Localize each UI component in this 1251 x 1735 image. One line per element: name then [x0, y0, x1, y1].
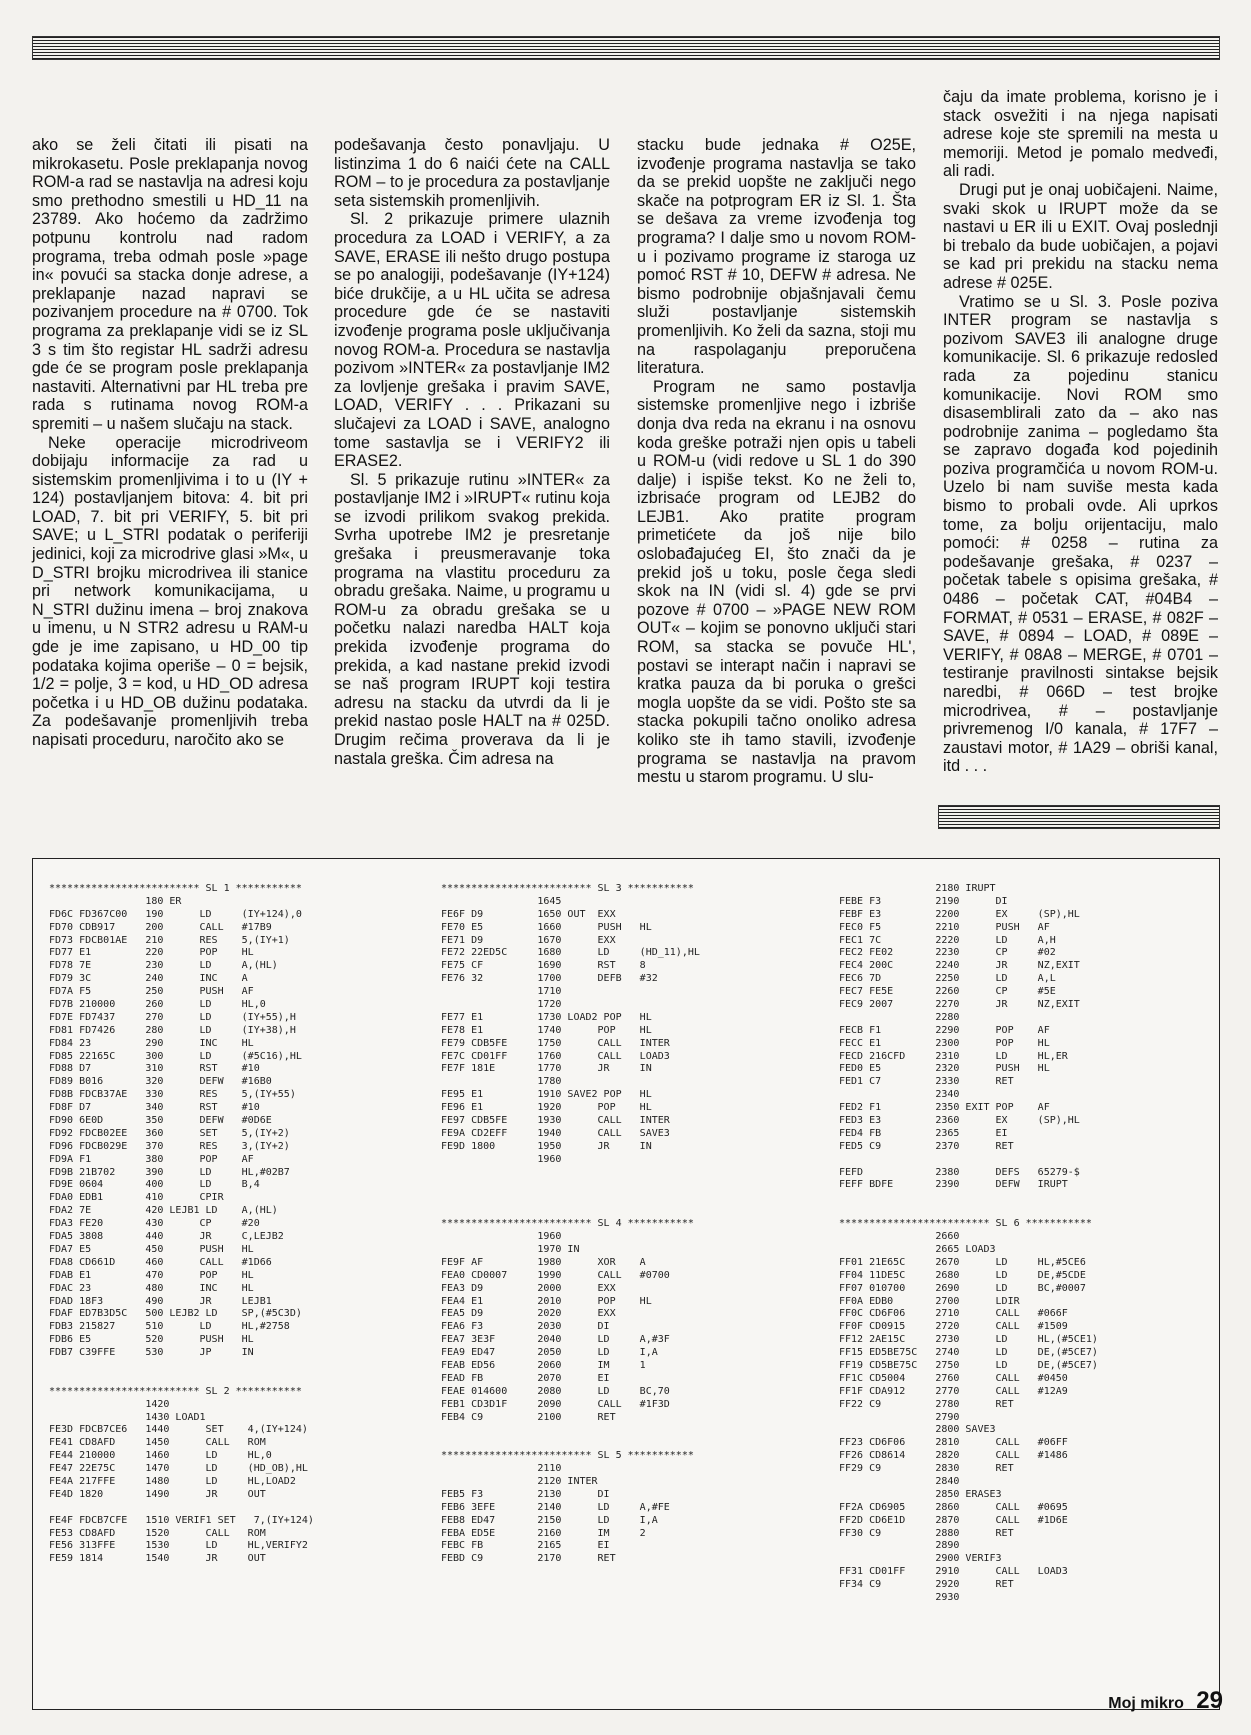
listing-line: FED2 F1 2350 EXIT POP AF	[839, 1102, 1050, 1114]
listing-line: FE7F 181E 1770 JR IN	[441, 1063, 652, 1075]
listing-line: FF15 ED5BE75C 2740 LD DE,(#5CE7)	[839, 1347, 1098, 1359]
listing-line: ************************* SL 5 ***********	[441, 1450, 694, 1462]
listing-line: FF22 C9 2780 RET	[839, 1398, 1014, 1410]
listing-line: FE9A CD2EFF 1940 CALL SAVE3	[441, 1127, 670, 1139]
listing-line: FEBF E3 2200 EX (SP),HL	[839, 908, 1080, 920]
column-end-decorative-band	[938, 805, 1220, 829]
listing-column-3	[839, 883, 1098, 1605]
listing-line: FD8F D7 340 RST #10	[49, 1102, 260, 1114]
listing-line	[839, 1154, 1098, 1167]
listing-line: 1960	[441, 1153, 562, 1165]
listing-line: FE9F AF 1980 XOR A	[441, 1256, 646, 1268]
listing-line: 2280	[839, 1011, 960, 1023]
listing-line: FE9D 1800 1950 JR IN	[441, 1140, 652, 1152]
listing-line: FEFD 2380 DEFS 65279-$	[839, 1166, 1080, 1178]
paragraph: Program ne samo postavlja sistemske promenljive nego i izbriše donja dva reda na ekranu i na osnovu koda greške potraži njen opis u tabeli u ROM-u (vidi redove u SL 1 do 390 dalje) i ispiše tekst. Ko ne želi to, izbrisaće program od LEJB2 do LEJB1. Ako pratite program primetićete da još nije bilo oslobađajućeg EI, što znači da je prekid još u toku, posle čega sledi skok na IN (vidi sl. 4) gde se prvi pozove # 0700 – »PAGE NEW ROM OUT« – kojim se ponovno uključi stari ROM, sa stacka se povuče HL', postavi se interapt način i napravi se kratka pauza da bi poruka o grešci mogla uopšte da se vidi. Pošto ste sa stacka pokupili tačno onoliko adresa koliko ste ih tamo stavili, izvođenje programa se nastavlja na pravom mestu u starom programu. U slu-	[637, 377, 916, 787]
listing-line: ************************* SL 6 ***********	[839, 1218, 1092, 1230]
listing-line: FD6C FD367C00 190 LD (IY+124),0	[49, 908, 302, 920]
listing-line: FECB F1 2290 POP AF	[839, 1024, 1050, 1036]
listing-line: FEA5 D9 2020 EXX	[441, 1308, 616, 1320]
listing-line: FF07 010700 2690 LD BC,#0007	[839, 1282, 1086, 1294]
listing-line: FDB6 E5 520 PUSH HL	[49, 1334, 254, 1346]
listing-line: FE96 E1 1920 POP HL	[441, 1102, 652, 1114]
paragraph: podešavanja često ponavljaju. U listinzima 1 do 6 naići ćete na CALL ROM – to je procedura za postavljanje seta sistemskih promenljivih.	[334, 136, 610, 210]
listing-line	[441, 1167, 700, 1180]
listing-line: FD77 E1 220 POP HL	[49, 947, 254, 959]
listing-line: FE7C CD01FF 1760 CALL LOAD3	[441, 1050, 670, 1062]
listing-line: FF01 21E65C 2670 LD HL,#5CE6	[839, 1256, 1086, 1268]
listing-line: FD88 D7 310 RST #10	[49, 1063, 260, 1075]
listing-line: FE75 CF 1690 RST 8	[441, 960, 646, 972]
page-number: 29	[1196, 1687, 1223, 1714]
listing-line: 2930	[839, 1591, 960, 1603]
listing-line: FEB6 3EFE 2140 LD A,#FE	[441, 1501, 670, 1513]
listing-line: FD79 3C 240 INC A	[49, 973, 248, 985]
listing-line: FDA8 CD661D 460 CALL #1D66	[49, 1256, 272, 1268]
listing-line: FE76 32 1700 DEFB #32	[441, 973, 658, 985]
listing-line: FE4A 217FFE 1480 LD HL,LOAD2	[49, 1475, 296, 1487]
listing-line: FED3 E3 2360 EX (SP),HL	[839, 1115, 1080, 1127]
listing-line	[49, 1373, 314, 1386]
listing-line: ************************* SL 3 ***********	[441, 883, 694, 894]
listing-line: FE95 E1 1910 SAVE2 POP HL	[441, 1089, 652, 1101]
listing-line: FF23 CD6F06 2810 CALL #06FF	[839, 1437, 1068, 1449]
listing-line: ************************* SL 4 ***********	[441, 1218, 694, 1230]
listing-line: FDAC 23 480 INC HL	[49, 1282, 254, 1294]
listing-line: FF0F CD0915 2720 CALL #1509	[839, 1321, 1068, 1333]
listing-line: FEB8 ED47 2150 LD I,A	[441, 1514, 658, 1526]
listing-line: FEC2 FE02 2230 CP #02	[839, 947, 1056, 959]
listing-line: FDAB E1 470 POP HL	[49, 1269, 254, 1281]
listing-line: 1960	[441, 1231, 562, 1243]
listing-line: FEC7 FE5E 2260 CP #5E	[839, 986, 1056, 998]
listing-line: FF29 C9 2830 RET	[839, 1463, 1014, 1475]
listing-line: FEBD C9 2170 RET	[441, 1553, 616, 1565]
paragraph: ako se želi čitati ili pisati na mikrokasetu. Posle preklapanja novog ROM-a rad se nastavlja na adresi koju smo prethodno smestili u HD_11 na 23789. Ako hoćemo da zadržimo potpunu kontrolu nad radom programa, treba odmah posle »page in« povući sa stacka donje adrese, a preklapanje nazad napravi se pozivanjem procedure na # 0700. Tok programa za preklapanje vidi se iz SL 3 s tim što registar HL sadrži adresu gde će se program posle preklapanja nastaviti. Alternativni par HL treba pre rada s rutinama novog ROM-a spremiti – u našem slučaju na stack.	[32, 136, 308, 433]
listing-line: FDAF ED7B3D5C 500 LEJB2 LD SP,(#5C3D)	[49, 1308, 302, 1320]
listing-line: FD70 CDB917 200 CALL #17B9	[49, 921, 272, 933]
listing-line: FF0A EDB0 2700 LDIR	[839, 1295, 1020, 1307]
text-column-3	[637, 136, 916, 787]
listing-line	[49, 1360, 314, 1373]
magazine-name: Moj mikro	[1108, 1695, 1184, 1712]
paragraph: čaju da imate problema, korisno je i stack osvežiti i na njega napisati adrese koje ste spremili na mesta u memoriji. Metod je pomalo medveđi, ali radi.	[943, 88, 1218, 181]
listing-line: FEA9 ED47 2050 LD I,A	[441, 1347, 658, 1359]
listing-line: FEC0 F5 2210 PUSH AF	[839, 921, 1050, 933]
listing-line: FD96 FDCB029E 370 RES 3,(IY+2)	[49, 1140, 290, 1152]
listing-line: FEA3 D9 2000 EXX	[441, 1282, 616, 1294]
listing-line: ************************* SL 1 ***********	[49, 883, 302, 894]
listing-line: FF30 C9 2880 RET	[839, 1527, 1014, 1539]
listing-line: FF2D CD6E1D 2870 CALL #1D6E	[839, 1514, 1068, 1526]
listing-line: FEBA ED5E 2160 IM 2	[441, 1527, 646, 1539]
listing-line: 2120 INTER	[441, 1475, 598, 1487]
listing-line: 2340	[839, 1089, 960, 1101]
listing-line: FF1C CD5004 2760 CALL #0450	[839, 1372, 1068, 1384]
listing-line: FD9E 0604 400 LD B,4	[49, 1179, 260, 1191]
listing-line: 2665 LOAD3	[839, 1243, 996, 1255]
paragraph: Vratimo se u Sl. 3. Posle poziva INTER program se nastavlja s pozivom SAVE3 ili analogne druge komunikacije. Sl. 6 prikazuje redosled rada za pojedinu stanicu komunikacije. Novi ROM smo disasemblirali zato da – ako nas podrobnije zanima – pogledamo šta se zapravo događa kod pojedinih poziva programčića u novom ROM-u. Uzelo bi nam suviše mesta kada bismo to probali ovde. Ali uprkos tome, za bolju orijentaciju, malo pomoći: # 0258 – rutina za podešavanje grešaka, # 0237 – početak tabele s opisima grešaka, # 0486 – početak CAT, #04B4 – FORMAT, # 0531 – ERASE, # 082F – SAVE, # 0894 – LOAD, # 089E – VERIFY, # 08A8 – MERGE, # 0701 – testiranje pravilnosti sintakse bejsik naredbi, # 066D – test brojke microdrivea, # – postavljanje privremenog I/0 kanala, # 17F7 – zaustavi motor, # 1A29 – obriši kanal, itd . . .	[943, 292, 1218, 776]
listing-line: FE79 CDB5FE 1750 CALL INTER	[441, 1037, 670, 1049]
listing-line	[441, 1437, 700, 1450]
listing-line: FDB7 C39FFE 530 JP IN	[49, 1347, 254, 1359]
listing-line: ************************* SL 2 ***********	[49, 1385, 302, 1397]
listing-line: FED1 C7 2330 RET	[839, 1076, 1014, 1088]
listing-line: FEAB ED56 2060 IM 1	[441, 1359, 646, 1371]
listing-line: FF1F CDA912 2770 CALL #12A9	[839, 1385, 1068, 1397]
listing-line: 2180 IRUPT	[839, 883, 996, 894]
listing-line: 1710	[441, 986, 562, 998]
listing-line: FEAD FB 2070 EI	[441, 1372, 610, 1384]
listing-line: FF26 CD8614 2820 CALL #1486	[839, 1450, 1068, 1462]
listing-line: FE56 313FFE 1530 LD HL,VERIFY2	[49, 1540, 308, 1552]
listing-line: 2110	[441, 1463, 562, 1475]
listing-line: FD7E FD7437 270 LD (IY+55),H	[49, 1011, 296, 1023]
listing-line: FD9A F1 380 POP AF	[49, 1153, 254, 1165]
listing-line: 1430 LOAD1	[49, 1411, 206, 1423]
paragraph: Sl. 5 prikazuje rutinu »INTER« za postavljanje IM2 i »IRUPT« rutinu koja se izvodi prilikom svakog prekida. Svrha upotrebe IM2 je presretanje grešaka i preusmeravanje toka programa na vlastitu proceduru za obradu grešaka. Naime, u programu u ROM-u za obradu grešaka se u početku nalazi naredba HALT koja prekida izvođenje programa do prekida, a kad nastane prekid izvodi se naš program IRUPT koji testira adresu na stacku da utvrdi da li je prekid nastao posle HALT na # 025D. Drugim rečima proverava da li je nastala greška. Čim adresa na	[334, 470, 610, 768]
listing-line: FE47 22E75C 1470 LD (HD_OB),HL	[49, 1463, 308, 1475]
listing-line: FDB3 215827 510 LD HL,#2758	[49, 1321, 290, 1333]
listing-line: FF12 2AE15C 2730 LD HL,(#5CE1)	[839, 1334, 1098, 1346]
listing-line: FD81 FD7426 280 LD (IY+38),H	[49, 1024, 296, 1036]
listing-line: FF31 CD01FF 2910 CALL LOAD3	[839, 1566, 1068, 1578]
listing-line: FEAE 014600 2080 LD BC,70	[441, 1385, 670, 1397]
text-column-4	[943, 88, 1218, 776]
listing-line: FE3D FDCB7CE6 1440 SET 4,(IY+124)	[49, 1424, 308, 1436]
listing-line: FDA0 EDB1 410 CPIR	[49, 1192, 224, 1204]
listing-line: FD73 FDCB01AE 210 RES 5,(IY+1)	[49, 934, 290, 946]
listing-line: FEA4 E1 2010 POP HL	[441, 1295, 652, 1307]
listing-line: FEC6 7D 2250 LD A,L	[839, 973, 1056, 985]
listing-line: FE4F FDCB7CFE 1510 VERIF1 SET 7,(IY+124)	[49, 1514, 314, 1526]
listing-line: 1780	[441, 1076, 562, 1088]
listing-line: FF34 C9 2920 RET	[839, 1579, 1014, 1591]
listing-line: FE97 CDB5FE 1930 CALL INTER	[441, 1115, 670, 1127]
listing-line: FECD 216CFD 2310 LD HL,ER	[839, 1050, 1068, 1062]
page-footer	[1108, 1687, 1223, 1715]
listing-line	[839, 1192, 1098, 1205]
listing-line: FE70 E5 1660 PUSH HL	[441, 921, 652, 933]
listing-line: 2800 SAVE3	[839, 1424, 996, 1436]
listing-line: FEB1 CD3D1F 2090 CALL #1F3D	[441, 1398, 670, 1410]
listing-line: FD9B 21B702 390 LD HL,#02B7	[49, 1166, 290, 1178]
listing-line: FD78 7E 230 LD A,(HL)	[49, 960, 278, 972]
listing-line: FEC1 7C 2220 LD A,H	[839, 934, 1056, 946]
listing-line: FEBC FB 2165 EI	[441, 1540, 610, 1552]
listing-line	[441, 1192, 700, 1205]
paragraph: Sl. 2 prikazuje primere ulaznih procedura za LOAD i VERIFY, a za SAVE, ERASE ili nešto drugo postupa se po analogiji, podešavanje (IY+124) biće drukčije, a u HL učita se adresa procedure gde će se nastaviti izvođenje programa posle uključivanja novog ROM-a. Procedura se nastavlja pozivom »INTER« za postavljanje IM2 za lovljenje grešaka i pravim SAVE, LOAD, VERIFY . . . Prikazani su slučajevi za LOAD i SAVE, analogno tome sastavlja se i VERIFY2 ili ERASE2.	[334, 210, 610, 471]
listing-column-1	[49, 883, 314, 1566]
listing-line: FD84 23 290 INC HL	[49, 1037, 254, 1049]
listing-line: FEB4 C9 2100 RET	[441, 1411, 616, 1423]
listing-line: 2660	[839, 1231, 960, 1243]
listing-line: 1420	[49, 1398, 170, 1410]
listing-line: FE4D 1820 1490 JR OUT	[49, 1488, 266, 1500]
listing-line	[839, 1205, 1098, 1218]
listing-line: FD89 B016 320 DEFW #16B0	[49, 1076, 272, 1088]
listing-line: FEBE F3 2190 DI	[839, 895, 1008, 907]
listing-line: FED5 C9 2370 RET	[839, 1140, 1014, 1152]
listing-column-2	[441, 883, 700, 1566]
listing-line: FED0 E5 2320 PUSH HL	[839, 1063, 1050, 1075]
listing-line: FF0C CD6F06 2710 CALL #066F	[839, 1308, 1068, 1320]
listing-line: FD90 6E0D 350 DEFW #0D6E	[49, 1115, 272, 1127]
listing-line: 2840	[839, 1475, 960, 1487]
text-column-1	[32, 136, 308, 750]
text-column-2	[334, 136, 610, 768]
listing-line: FEC9 2007 2270 JR NZ,EXIT	[839, 999, 1080, 1011]
listing-line: FDA7 E5 450 PUSH HL	[49, 1243, 254, 1255]
listing-line: FEFF BDFE 2390 DEFW IRUPT	[839, 1179, 1068, 1191]
listing-line: FE78 E1 1740 POP HL	[441, 1024, 652, 1036]
listing-line: FDAD 18F3 490 JR LEJB1	[49, 1295, 272, 1307]
listing-line: 1645	[441, 895, 562, 907]
listing-line: FEB5 F3 2130 DI	[441, 1488, 610, 1500]
listing-line: FEC4 200C 2240 JR NZ,EXIT	[839, 960, 1080, 972]
listing-line: FE77 E1 1730 LOAD2 POP HL	[441, 1011, 652, 1023]
listing-line: FDA2 7E 420 LEJB1 LD A,(HL)	[49, 1205, 278, 1217]
listing-line: FEA0 CD0007 1990 CALL #0700	[441, 1269, 670, 1281]
listing-line: 2900 VERIF3	[839, 1553, 1002, 1565]
listing-line: 2850 ERASE3	[839, 1488, 1002, 1500]
paragraph: Neke operacije microdriveom dobijaju informacije za rad u sistemskim promenljivima i to u (IY + 124) postavljanjem bitova: 4. bit pri LOAD, 7. bit pri VERIFY, 5. bit pri SAVE; u L_STRI podatak o periferiji jedinici, koji za microdrive glasi »M«, u D_STRI brojku microdrivea ili stanice pri network komunikacijama, u N_STRI dužinu imena – broj znakova u imenu, u N STR2 adresu u RAM-u gde je ime zapisano, u HD_00 tip podataka kojima operiše – 0 = bejsik, 1/2 = polje, 3 = kod, u HD_OD adresa početka i u HD_OB dužinu podataka. Za podešavanje promenljivih treba napisati proceduru, naročito ako se	[32, 433, 308, 749]
listing-line: FD92 FDCB02EE 360 SET 5,(IY+2)	[49, 1127, 290, 1139]
listing-line: 180 ER	[49, 895, 182, 907]
listing-line: FE59 1814 1540 JR OUT	[49, 1553, 266, 1565]
listing-line: FDA5 3808 440 JR C,LEJB2	[49, 1231, 284, 1243]
listing-line: FE71 D9 1670 EXX	[441, 934, 616, 946]
listing-line: FE6F D9 1650 OUT EXX	[441, 908, 616, 920]
listing-line: FECC E1 2300 POP HL	[839, 1037, 1050, 1049]
assembly-listing	[32, 858, 1220, 1710]
top-decorative-band	[32, 36, 1220, 60]
listing-line: FF19 CD5BE75C 2750 LD DE,(#5CE7)	[839, 1359, 1098, 1371]
paragraph: Drugi put je onaj uobičajeni. Naime, svaki skok u IRUPT može da se nastavi u ER ili u EXIT. Ovaj poslednji bi trebalo da bude uobičajen, a pojavi se kad pri prekidu na stacku nema adrese # 025E.	[943, 180, 1218, 292]
listing-line: FEA7 3E3F 2040 LD A,#3F	[441, 1334, 670, 1346]
listing-line: FD85 22165C 300 LD (#5C16),HL	[49, 1050, 302, 1062]
listing-line: FED4 FB 2365 EI	[839, 1127, 1008, 1139]
listing-line: FD7B 210000 260 LD HL,0	[49, 999, 266, 1011]
listing-line: FE53 CD8AFD 1520 CALL ROM	[49, 1527, 266, 1539]
listing-line	[441, 1179, 700, 1192]
listing-line: FDA3 FE20 430 CP #20	[49, 1218, 260, 1230]
listing-line: FF04 11DE5C 2680 LD DE,#5CDE	[839, 1269, 1086, 1281]
listing-line: 1720	[441, 999, 562, 1011]
listing-line: FEA6 F3 2030 DI	[441, 1321, 610, 1333]
listing-line: 2890	[839, 1540, 960, 1552]
listing-line: FD7A F5 250 PUSH AF	[49, 986, 254, 998]
listing-line: FD8B FDCB37AE 330 RES 5,(IY+55)	[49, 1089, 296, 1101]
listing-line: FE41 CD8AFD 1450 CALL ROM	[49, 1437, 266, 1449]
paragraph: stacku bude jednaka # O25E, izvođenje programa nastavlja se tako da se prekid uopšte ne zaključi nego skače na potprogram ER iz Sl. 1. Šta se dešava za vreme izvođenja tog programa? I dalje smo u novom ROM-u i pozivamo programe iz staroga uz pomoć RST # 10, DEFW # adresa. Ne bismo podrobnije objašnjavali čemu služi postavljanje sistemskih promenljivih. Ko želi da sazna, stoji mu na raspolaganju preporučena literatura.	[637, 136, 916, 378]
listing-line: FF2A CD6905 2860 CALL #0695	[839, 1501, 1068, 1513]
listing-line	[441, 1424, 700, 1437]
listing-line	[49, 1502, 314, 1515]
listing-line: 1970 IN	[441, 1243, 580, 1255]
listing-line: 2790	[839, 1411, 960, 1423]
listing-line: FE72 22ED5C 1680 LD (HD_11),HL	[441, 947, 700, 959]
listing-line: FE44 210000 1460 LD HL,0	[49, 1450, 272, 1462]
listing-line	[441, 1205, 700, 1218]
